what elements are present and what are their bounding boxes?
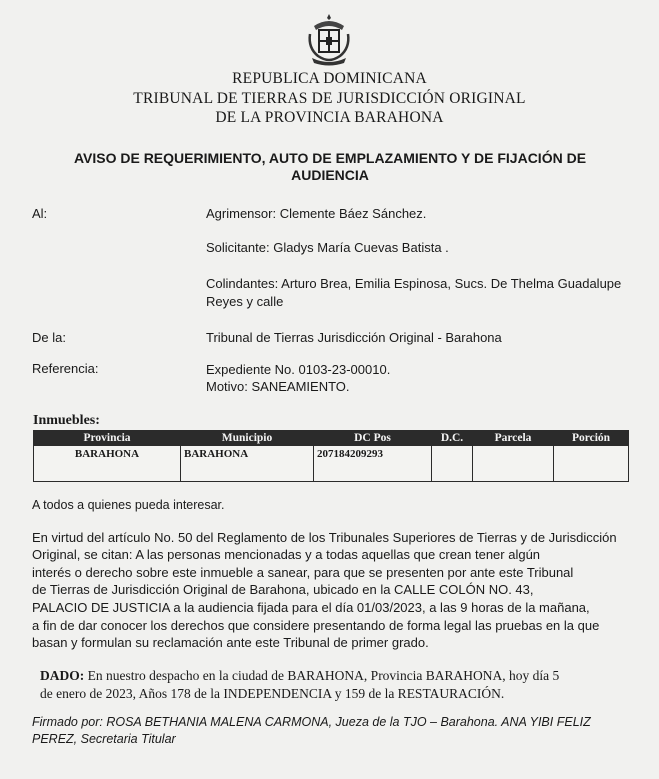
cell-parcela — [473, 446, 554, 482]
dado-text-1: En nuestro despacho en la ciudad de BARAHONA, Provincia BARAHONA, hoy día 5 — [84, 668, 560, 683]
column-provincia: Provincia — [34, 431, 181, 446]
firmado-line-1: Firmado por: ROSA BETHANIA MALENA CARMONA, Jueza de la TJO – Barahona. ANA YIBI FELIZ — [32, 715, 591, 729]
from-label: De la: — [32, 330, 66, 345]
cell-provincia: BARAHONA — [34, 446, 181, 482]
column-dc-pos: DC Pos — [314, 431, 432, 446]
table-row — [34, 446, 629, 482]
solicitante-value: Solicitante: Gladys María Cuevas Batista . — [206, 240, 449, 255]
colindantes-value-line-2: Reyes y calle — [206, 294, 284, 309]
header-court: TRIBUNAL DE TIERRAS DE JURISDICCIÓN ORIGINAL — [133, 90, 526, 107]
column-parcela: Parcela — [473, 431, 554, 446]
dado-label: DADO: — [40, 668, 85, 683]
notice-title-line-2: AUDIENCIA — [291, 167, 369, 183]
firmado-line-2: PEREZ, Secretaria Titular — [32, 732, 176, 746]
agrimensor-value: Agrimensor: Clemente Báez Sánchez. — [206, 206, 427, 221]
property-table — [33, 430, 629, 482]
column-porcion: Porción — [554, 431, 629, 446]
recipients-label: Al: — [32, 206, 48, 221]
dado-line-2: de enero de 2023, Años 178 de la INDEPENDENCIA y 159 de la RESTAURACIÓN. — [40, 686, 505, 701]
body-line-3: interés o derecho sobre este inmueble a sanear, para que se presenten por ante este Tribunal — [32, 565, 574, 580]
body-line-4: de Tierras de Jurisdicción Original de Barahona, ubicado en la CALLE COLÓN NO. 43, — [32, 582, 534, 597]
notice-title-line-1: AVISO DE REQUERIMIENTO, AUTO DE EMPLAZAMIENTO Y DE FIJACIÓN DE — [73, 150, 587, 166]
cell-municipio: BARAHONA — [181, 446, 314, 482]
body-line-5: PALACIO DE JUSTICIA a la audiencia fijada para el día 01/03/2023, a las 9 horas de la mañana, — [32, 600, 590, 615]
from-value: Tribunal de Tierras Jurisdicción Original - Barahona — [206, 330, 502, 345]
motivo-value: Motivo: SANEAMIENTO. — [206, 379, 350, 394]
coat-of-arms-seal-icon — [302, 12, 356, 68]
body-line-7: basan y formulan su reclamación ante este Tribunal de primer grado. — [32, 635, 429, 650]
cell-dc-pos: 207184209293 — [314, 446, 432, 482]
reference-label: Referencia: — [32, 361, 99, 376]
property-table-header — [34, 431, 629, 446]
expediente-value: Expediente No. 0103-23-00010. — [206, 362, 391, 377]
inmuebles-label: Inmuebles: — [33, 413, 100, 428]
body-line-6: a fin de dar conocer los derechos que considere presentando de forma legal las pruebas en la que — [32, 618, 600, 633]
colindantes-value-line-1: Colindantes: Arturo Brea, Emilia Espinosa, Sucs. De Thelma Guadalupe — [206, 276, 622, 291]
body-line-1: En virtud del artículo No. 50 del Reglamento de los Tribunales Superiores de Tierras y de Jurisdicción — [32, 530, 617, 545]
body-line-2: Original, se citan: A las personas mencionadas y a todas aquellas que crean tener algún — [32, 547, 541, 562]
dado-line-1 — [40, 667, 636, 685]
column-dc: D.C. — [432, 431, 473, 446]
greeting-text: A todos a quienes pueda interesar. — [32, 498, 225, 512]
cell-dc — [432, 446, 473, 482]
header-country: REPUBLICA DOMINICANA — [232, 70, 427, 87]
column-municipio: Municipio — [181, 431, 314, 446]
header-province: DE LA PROVINCIA BARAHONA — [215, 109, 444, 126]
cell-porcion — [554, 446, 629, 482]
